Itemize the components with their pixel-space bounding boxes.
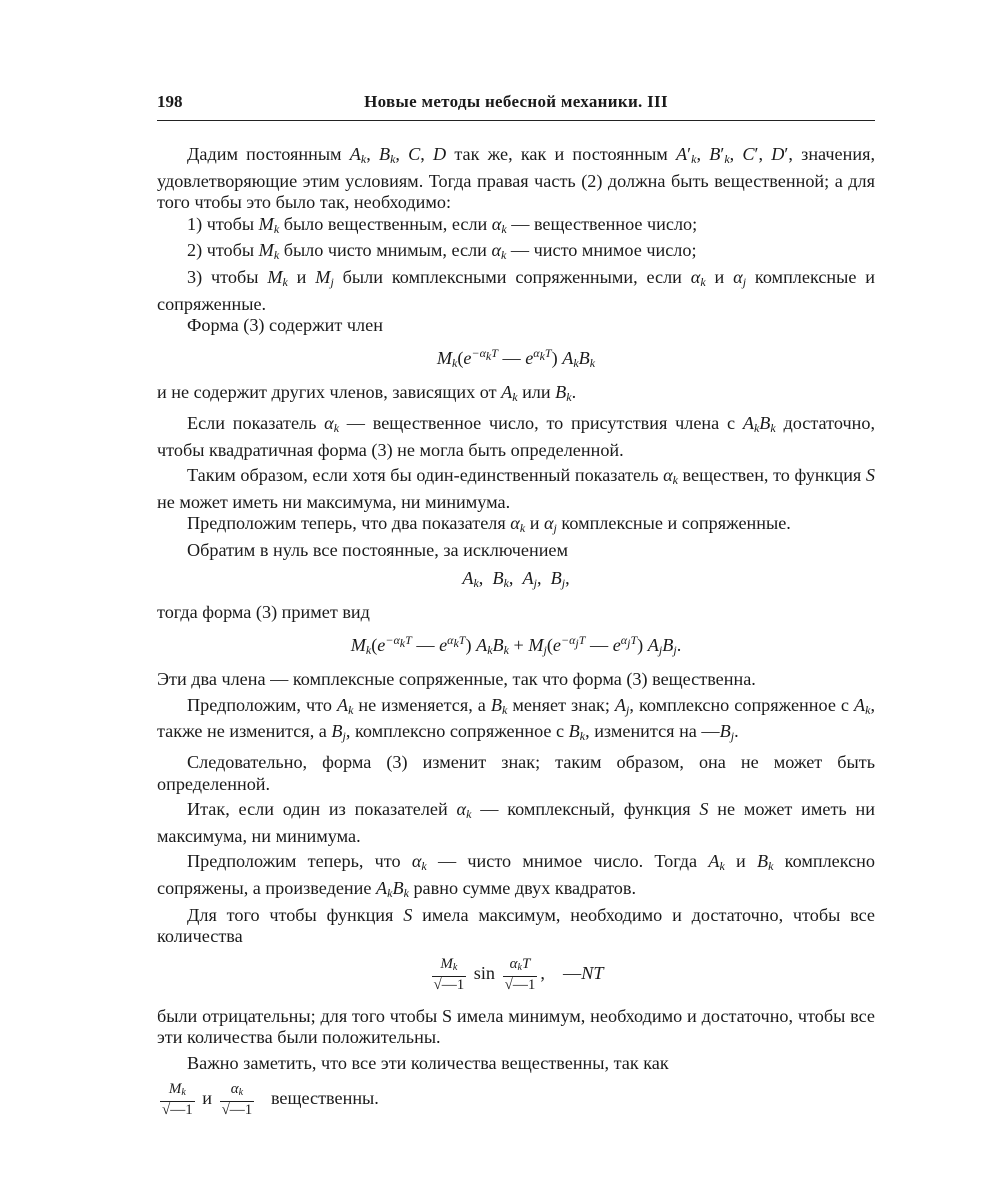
page-header — [157, 90, 875, 121]
paragraph-12: Итак, если один из показателей $\alpha_k$ — комплексный, функция S не может иметь ни максимума, ни минимума. — [157, 799, 875, 846]
paragraph-1: Дадим постоянным $A_k$, $B_k$, C, D так же, как и постоянным $A'_k$, $B'_k$, C′, D′, значения, удовлетворяющие этим условиям. Тогда правая часть (2) должна быть вещественной; а для того чтобы это было так, необходимо: — [157, 144, 875, 213]
condition-1: 1) чтобы $M_k$ было вещественным, если $\alpha_k$ — вещественное число; — [187, 213, 698, 236]
equation-4: $\frac{M_k}{√—1}$ sin $\frac{\alpha_kT}{√—1}$ , —NT — [433, 955, 604, 993]
condition-2: 2) чтобы $M_k$ было чисто мнимым, если $\alpha_k$ — чисто мнимое число; — [187, 240, 697, 263]
paragraph-11: Следовательно, форма (3) изменит знак; таким образом, она не может быть определенной. — [157, 752, 875, 794]
paragraph-4: Если показатель $\alpha_k$ — вещественное число, то присутствия члена с $A_kB_k$ достаточно, чтобы квадратичная форма (3) не могла быть определенной. — [157, 412, 875, 460]
paragraph-13: Предположим теперь, что $\alpha_k$ — чисто мнимое число. Тогда $A_k$ и $B_k$ комплексно сопряжены, а произведение $A_kB_k$ равно сумме двух квадратов. — [157, 851, 876, 901]
body-text — [157, 144, 875, 1119]
page-number: 198 — [157, 92, 183, 111]
condition-3: 3) чтобы $M_k$ и $M_j$ были комплексными сопряженными, если $\alpha_k$ и $\alpha_j$ комплексные и сопряженные. — [157, 266, 876, 314]
paragraph-8: тогда форма (3) примет вид — [157, 602, 370, 623]
paragraph-2: Форма (3) содержит член — [187, 315, 383, 336]
paragraph-10: Предположим, что $A_k$ не изменяется, а $B_k$ меняет знак; $A_j$, комплексно сопряженное с $A_k$, также не изменится, а $B_j$, комплексно сопряженное с $B_k$, изменится на $—B_j$. — [157, 694, 875, 744]
equation-2: $A_k$, $B_k$, $A_j$, $B_j$, — [462, 567, 570, 590]
equation-1: $M_k(e^{-\alpha_kT}$ — $e^{\alpha_kT}$) $A_kB_k$ — [436, 345, 596, 370]
paragraph-16: Важно заметить, что все эти количества вещественны, так как — [187, 1053, 669, 1073]
paragraph-6: Предположим теперь, что два показателя $\alpha_k$ и $\alpha_j$ комплексные и сопряженные. — [187, 513, 791, 536]
paragraph-7: Обратим в нуль все постоянные, за исключением — [187, 539, 569, 560]
paragraph-14: Для того чтобы функция S имела максимум, необходимо и достаточно, чтобы все количества — [157, 904, 875, 947]
paragraph-3: и не содержит других членов, зависящих от $A_k$ или $B_k$. — [157, 382, 577, 405]
equation-3: $M_k(e^{-\alpha_kT}$ — $e^{\alpha_kT}$) $A_kB_k + M_j(e^{-\alpha_jT}$ — $e^{\alpha_jT}$) $A_jB_j$. — [350, 632, 682, 657]
paragraph-5: Таким образом, если хотя бы один-единственный показатель $\alpha_k$ веществен, то функция S не может иметь ни максимума, ни минимума. — [157, 465, 875, 512]
paragraph-17: $\frac{M_k}{√—1}$ и $\frac{\alpha_k}{√—1}$ вещественны. — [162, 1080, 379, 1118]
running-title: Новые методы небесной механики. III — [364, 92, 668, 111]
paragraph-15: были отрицательны; для того чтобы S имела минимум, необходимо и достаточно, чтобы все эти количества были положительны. — [157, 1005, 875, 1048]
paragraph-9: Эти два члена — комплексные сопряженные, так что форма (3) вещественна. — [157, 669, 756, 690]
